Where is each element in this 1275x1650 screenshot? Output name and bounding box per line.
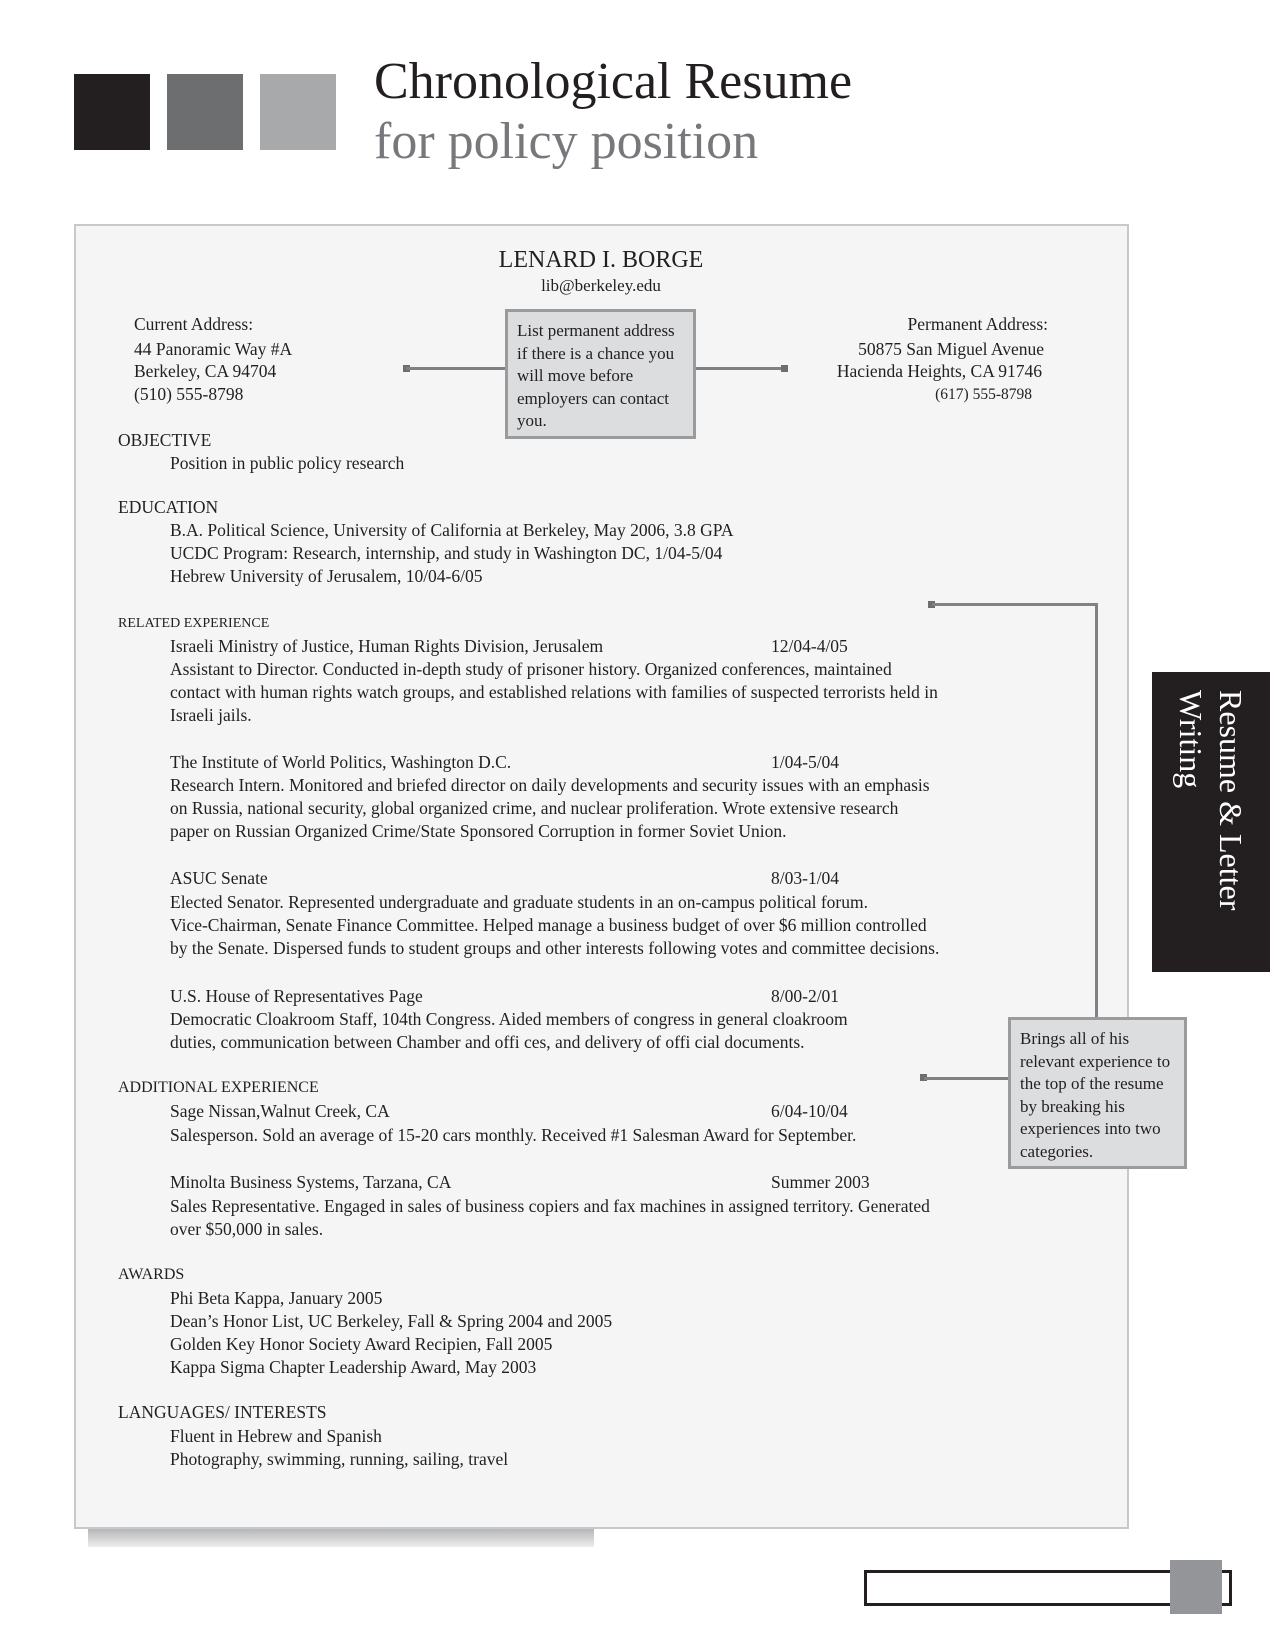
resume-email: lib@berkeley.edu [541, 276, 661, 295]
current-address-line1: 44 Panoramic Way #A [134, 339, 293, 359]
current-address-phone: (510) 555-8798 [134, 384, 244, 404]
current-address-line2: Berkeley, CA 94704 [134, 361, 277, 381]
header-square-light [260, 74, 336, 150]
bracket-vertical-line [1095, 603, 1098, 1017]
page-number-marker [1170, 1560, 1222, 1614]
bracket-top-line [932, 603, 1098, 606]
job-title: The Institute of World Politics, Washington D.C. [170, 752, 512, 772]
languages-item: Fluent in Hebrew and Spanish [170, 1426, 382, 1446]
job-description-line: Democratic Cloakroom Staff, 104th Congress. Aided members of congress in general cloakroom [170, 1009, 848, 1029]
education-item: UCDC Program: Research, internship, and study in Washington DC, 1/04-5/04 [170, 543, 723, 563]
job-description-line: Sales Representative. Engaged in sales of business copiers and fax machines in assigned territory. Generated [170, 1196, 930, 1216]
job-description-line: Salesperson. Sold an average of 15-20 cars monthly. Received #1 Salesman Award for September. [170, 1125, 857, 1145]
job-description-line: over $50,000 in sales. [170, 1219, 324, 1239]
job-title: U.S. House of Representatives Page [170, 986, 423, 1006]
education-item: Hebrew University of Jerusalem, 10/04-6/05 [170, 566, 483, 586]
job-description-line: Israeli jails. [170, 705, 252, 725]
permanent-address-line2: Hacienda Heights, CA 91746 [836, 361, 1042, 381]
related-experience-heading: RELATED EXPERIENCE [118, 616, 270, 631]
job-title: Israeli Ministry of Justice, Human Rights Division, Jerusalem [170, 636, 604, 656]
awards-heading: AWARDS [118, 1266, 185, 1283]
job-description-line: Research Intern. Monitored and briefed director on daily developments and security issues with an emphasis [170, 775, 930, 795]
job-dates: Summer 2003 [771, 1172, 870, 1192]
side-tab-line2: Writing [1173, 690, 1209, 789]
page-title: Chronological Resume [374, 53, 853, 110]
job-dates: 6/04-10/04 [771, 1101, 848, 1121]
permanent-address-label: Permanent Address: [907, 314, 1048, 334]
job-description-line: duties, communication between Chamber and offi ces, and delivery of offi cial documents. [170, 1032, 805, 1052]
header-square-dark [74, 74, 150, 150]
award-item: Phi Beta Kappa, January 2005 [170, 1288, 383, 1308]
permanent-address-phone: (617) 555-8798 [935, 386, 1032, 403]
job-description-line: on Russia, national security, global organized crime, and nuclear proliferation. Wrote extensive research [170, 798, 899, 818]
current-address-label: Current Address: [134, 314, 254, 334]
section-side-tab [1152, 672, 1270, 972]
languages-heading: LANGUAGES/ INTERESTS [118, 1402, 327, 1422]
award-item: Dean’s Honor List, UC Berkeley, Fall & Spring 2004 and 2005 [170, 1311, 613, 1331]
callout-connector-left [406, 367, 506, 370]
paper-shadow [88, 1529, 594, 1547]
education-heading: EDUCATION [118, 497, 219, 517]
job-dates: 12/04-4/05 [771, 636, 848, 656]
job-description-line: by the Senate. Dispersed funds to student groups and other interests following votes and committee decisions. [170, 938, 940, 958]
objective-heading: OBJECTIVE [118, 430, 212, 450]
languages-item: Photography, swimming, running, sailing, travel [170, 1449, 509, 1469]
job-dates: 8/03-1/04 [771, 868, 840, 888]
job-dates: 8/00-2/01 [771, 986, 840, 1006]
job-title: Sage Nissan,Walnut Creek, CA [170, 1101, 390, 1121]
job-description-line: Elected Senator. Represented undergraduate and graduate students in an on-campus political forum. [170, 892, 868, 912]
side-tab-line1: Resume & Letter [1213, 690, 1249, 911]
job-description-line: Vice-Chairman, Senate Finance Committee. Helped manage a business budget of over $6 million controlled [170, 915, 927, 935]
address-note-callout: List permanent address if there is a chance you will move before employers can contact you. [505, 309, 696, 439]
objective-text: Position in public policy research [170, 453, 405, 473]
job-dates: 1/04-5/04 [771, 752, 840, 772]
additional-experience-heading: ADDITIONAL EXPERIENCE [118, 1079, 319, 1096]
education-item: B.A. Political Science, University of California at Berkeley, May 2006, 3.8 GPA [170, 520, 734, 540]
job-description-line: paper on Russian Organized Crime/State Sponsored Corruption in former Soviet Union. [170, 821, 787, 841]
callout-connector-dot-right [781, 365, 788, 372]
award-item: Golden Key Honor Society Award Recipien, Fall 2005 [170, 1334, 553, 1354]
job-description-line: contact with human rights watch groups, and established relations with families of suspected terrorists held in [170, 682, 938, 702]
header-square-medium [167, 74, 243, 150]
permanent-address-line1: 50875 San Miguel Avenue [858, 339, 1044, 359]
job-title: ASUC Senate [170, 868, 268, 888]
bracket-bottom-line [924, 1077, 1010, 1080]
award-item: Kappa Sigma Chapter Leadership Award, May 2003 [170, 1357, 537, 1377]
callout-connector-right [694, 367, 784, 370]
page-subtitle: for policy position [374, 113, 759, 170]
resume-name: LENARD I. BORGE [498, 247, 704, 273]
job-description-line: Assistant to Director. Conducted in-depth study of prisoner history. Organized conferences, maintained [170, 659, 892, 679]
job-title: Minolta Business Systems, Tarzana, CA [170, 1172, 452, 1192]
experience-note-callout: Brings all of his relevant experience to the top of the resume by breaking his experiences into two categories. [1008, 1017, 1187, 1169]
